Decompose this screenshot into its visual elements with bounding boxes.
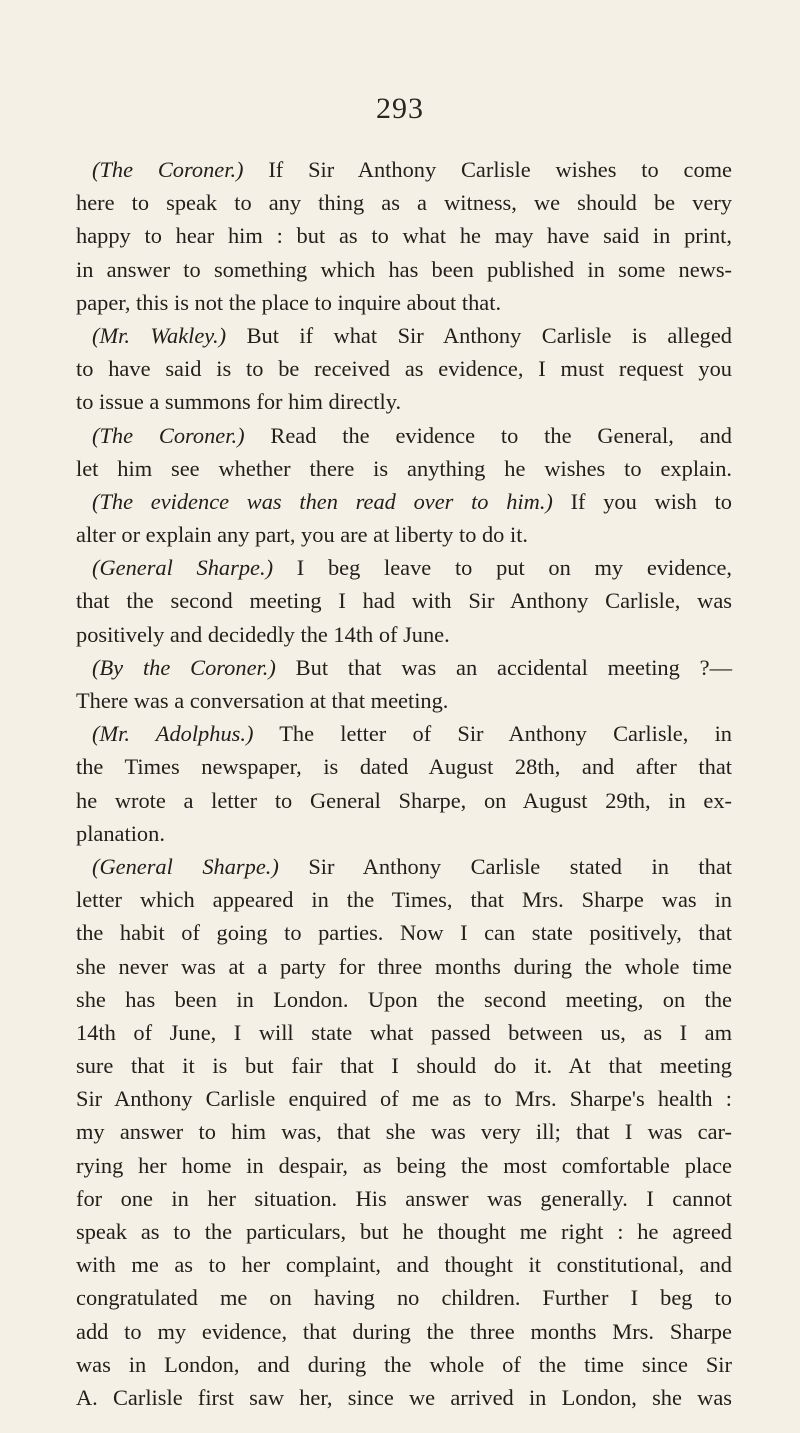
- text-line: in answer to something which has been published in some news-: [76, 256, 732, 282]
- text-line: he wrote a letter to General Sharpe, on August 29th, in ex-: [76, 787, 732, 813]
- text-line: she never was at a party for three months during the whole time: [76, 953, 732, 979]
- speaker-label: (The evidence was then read over to him.): [92, 488, 553, 514]
- text-line: add to my evidence, that during the three months Mrs. Sharpe: [76, 1318, 732, 1344]
- text-line: (Mr. Adolphus.) The letter of Sir Anthony Carlisle, in: [92, 721, 732, 747]
- text-line: congratulated me on having no children. Further I beg to: [76, 1285, 732, 1311]
- text-line: There was a conversation at that meeting.: [76, 688, 449, 713]
- text-line: (The Coroner.) If Sir Anthony Carlisle wishes to come: [92, 157, 732, 182]
- text-line: sure that it is but fair that I should do it. At that meeting: [76, 1053, 732, 1079]
- text-line: to issue a summons for him directly.: [76, 389, 402, 415]
- text-line: she has been in London. Upon the second meeting, on the: [76, 986, 732, 1012]
- text-line: my answer to him was, that she was very ill; that I was car-: [76, 1119, 732, 1145]
- speaker-label: (General Sharpe.): [92, 555, 274, 581]
- text-line: (General Sharpe.) Sir Anthony Carlisle stated in that: [92, 853, 732, 879]
- page-number: 293: [376, 92, 424, 125]
- text-line: alter or explain any part, you are at liberty to do it.: [76, 522, 529, 548]
- text-line: rying her home in despair, as being the most comfortable place: [76, 1152, 732, 1178]
- text-line: was in London, and during the whole of the time since Sir: [76, 1351, 732, 1377]
- text-line: here to speak to any thing as a witness, we should be very: [76, 190, 732, 216]
- text-line: paper, this is not the place to inquire about that.: [76, 289, 502, 315]
- text-line: 14th of June, I will state what passed between us, as I am: [76, 1019, 732, 1045]
- text-line: planation.: [76, 820, 165, 846]
- text-line: to have said is to be received as evidence, I must request you: [76, 356, 732, 382]
- text-line: letter which appeared in the Times, that Mrs. Sharpe was in: [76, 887, 732, 913]
- body-text: [76, 153, 732, 1414]
- text-line: A. Carlisle first saw her, since we arrived in London, she was: [76, 1384, 732, 1410]
- text-line: speak as to the particulars, but he thought me right : he agreed: [76, 1219, 732, 1244]
- text-line: the habit of going to parties. Now I can state positively, that: [76, 920, 732, 946]
- speaker-label: (Mr. Adolphus.): [92, 721, 254, 747]
- speaker-label: (The Coroner.): [92, 157, 244, 182]
- text-line: (The evidence was then read over to him.) If you wish to: [92, 488, 732, 514]
- text-line: Sir Anthony Carlisle enquired of me as to Mrs. Sharpe's health :: [76, 1086, 732, 1112]
- speaker-label: (General Sharpe.): [92, 853, 279, 879]
- speaker-label: (Mr. Wakley.): [92, 322, 227, 348]
- text-line: happy to hear him : but as to what he may have said in print,: [76, 223, 732, 249]
- text-line: with me as to her complaint, and thought it constitutional, and: [76, 1252, 732, 1278]
- text-line: (Mr. Wakley.) But if what Sir Anthony Carlisle is alleged: [92, 322, 732, 348]
- speaker-label: (By the Coroner.): [92, 654, 276, 680]
- text-line: (By the Coroner.) But that was an accidental meeting ?—: [92, 654, 733, 680]
- text-line: that the second meeting I had with Sir Anthony Carlisle, was: [76, 588, 732, 614]
- text-line: positively and decidedly the 14th of June.: [76, 621, 450, 647]
- speaker-label: (The Coroner.): [92, 422, 245, 448]
- text-line: (The Coroner.) Read the evidence to the General, and: [92, 422, 733, 448]
- text-line: for one in her situation. His answer was generally. I cannot: [76, 1185, 732, 1211]
- text-line: let him see whether there is anything he wishes to explain.: [76, 455, 732, 481]
- text-line: (General Sharpe.) I beg leave to put on my evidence,: [92, 555, 733, 581]
- text-line: the Times newspaper, is dated August 28th, and after that: [76, 754, 732, 780]
